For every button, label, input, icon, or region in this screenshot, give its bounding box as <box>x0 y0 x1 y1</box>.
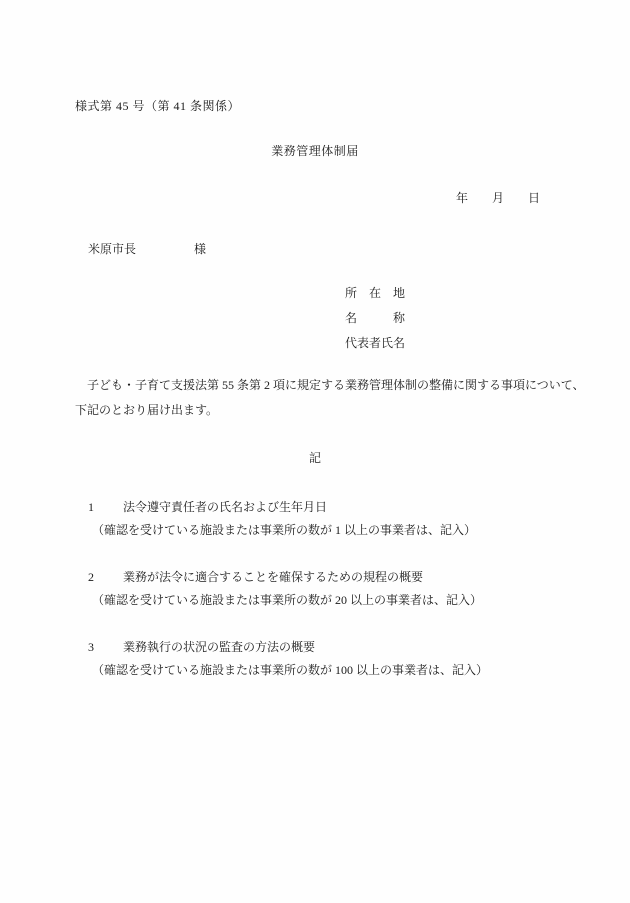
item-2-note: （確認を受けている施設または事業所の数が 20 以上の事業者は、記入） <box>92 593 483 607</box>
addressee-honorific: 様 <box>194 242 207 256</box>
sender-address-label: 所 在 地 <box>345 286 406 300</box>
addressee-name: 米原市長 <box>88 242 137 256</box>
body-paragraph <box>75 373 585 423</box>
body-paragraph-line-1: 子ども・子育て支援法第 55 条第 2 項に規定する業務管理体制の整備に関する事項について、 <box>75 378 585 392</box>
item-3-note: （確認を受けている施設または事業所の数が 100 以上の事業者は、記入） <box>92 663 489 677</box>
item-1-number: 1 <box>88 500 94 514</box>
body-paragraph-line-2: 下記のとおり届け出ます。 <box>75 403 219 417</box>
item-3-title-line <box>75 636 580 659</box>
item-1-note: （確認を受けている施設または事業所の数が 1 以上の事業者は、記入） <box>92 523 477 537</box>
list-item <box>75 566 580 612</box>
item-1-title: 法令遵守責任者の氏名および生年月日 <box>123 500 328 514</box>
sender-block <box>345 281 405 356</box>
addressee-line <box>88 242 206 256</box>
item-3-title: 業務執行の状況の監査の方法の概要 <box>123 640 316 654</box>
item-2-number: 2 <box>88 570 94 584</box>
item-2-title: 業務が法令に適合することを確保するための規程の概要 <box>123 570 424 584</box>
item-3-number: 3 <box>88 640 94 654</box>
item-1-title-line <box>75 496 580 519</box>
form-number: 様式第 45 号（第 41 条関係） <box>75 99 241 113</box>
item-2-title-line <box>75 566 580 589</box>
list-item <box>75 496 580 542</box>
list-item <box>75 636 580 682</box>
date-line: 年 月 日 <box>456 191 541 205</box>
ki-heading: 記 <box>308 451 321 465</box>
sender-name-label: 名 称 <box>345 311 406 325</box>
sender-representative-label: 代表者氏名 <box>345 336 406 350</box>
document-title: 業務管理体制届 <box>271 144 359 158</box>
